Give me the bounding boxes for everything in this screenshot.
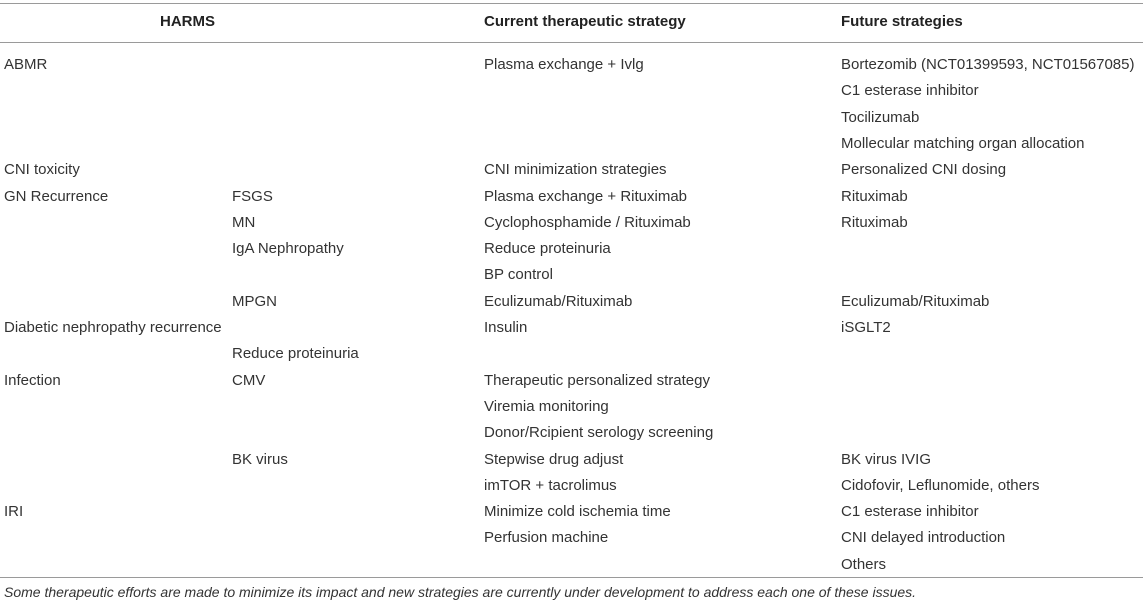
table-cell-c3: Cyclophosphamide / Rituximab: [484, 214, 691, 231]
table-cell-c3: Viremia monitoring: [484, 398, 609, 415]
table-cell-c3: Eculizumab/Rituximab: [484, 293, 633, 310]
table-cell-c4: Bortezomib (NCT01399593, NCT01567085): [841, 56, 1135, 73]
table-cell-c4: C1 esterase inhibitor: [841, 82, 979, 99]
header-harms: HARMS: [160, 13, 215, 30]
table-cell-c3: BP control: [484, 266, 553, 283]
table-cell-c4: C1 esterase inhibitor: [841, 503, 979, 520]
header-current-strategy: Current therapeutic strategy: [484, 13, 686, 30]
table-cell-c3: Reduce proteinuria: [484, 240, 611, 257]
table-cell-c3: Plasma exchange + Ivlg: [484, 56, 644, 73]
table-cell-c3: CNI minimization strategies: [484, 161, 667, 178]
table-cell-c4: Personalized CNI dosing: [841, 161, 1007, 178]
table-cell-c2: IgA Nephropathy: [232, 240, 344, 257]
table-cell-c4: CNI delayed introduction: [841, 529, 1006, 546]
table-cell-c4: Mollecular matching organ allocation: [841, 135, 1085, 152]
table-cell-c4: Eculizumab/Rituximab: [841, 293, 990, 310]
table-cell-c1: GN Recurrence: [4, 188, 109, 205]
table-cell-c4: Tocilizumab: [841, 109, 920, 126]
table-top-rule: [0, 3, 1143, 4]
table-cell-c4: Cidofovir, Leflunomide, others: [841, 477, 1040, 494]
table-cell-c3: Insulin: [484, 319, 528, 336]
table-cell-c3: Therapeutic personalized strategy: [484, 372, 710, 389]
header-rule: [0, 42, 1143, 43]
table-cell-c4: Rituximab: [841, 188, 908, 205]
table-cell-c1: CNI toxicity: [4, 161, 80, 178]
table-cell-c2: CMV: [232, 372, 266, 389]
table-bottom-rule: [0, 577, 1143, 578]
table-cell-c4: Rituximab: [841, 214, 908, 231]
table-cell-c1: ABMR: [4, 56, 48, 73]
table-cell-c4: Others: [841, 556, 887, 573]
table-cell-c3: Plasma exchange + Rituximab: [484, 188, 688, 205]
table-cell-c3: Stepwise drug adjust: [484, 451, 624, 468]
table-cell-c2: Reduce proteinuria: [232, 345, 359, 362]
table-footnote: Some therapeutic efforts are made to minimize its impact and new strategies are currently under development to address each one of these issues.: [4, 584, 917, 600]
table-cell-c3: Perfusion machine: [484, 529, 609, 546]
table-cell-c2: BK virus: [232, 451, 288, 468]
table-cell-c1: Infection: [4, 372, 61, 389]
table-cell-c3: Minimize cold ischemia time: [484, 503, 671, 520]
table-cell-c3: Donor/Rcipient serology screening: [484, 424, 714, 441]
table-cell-c2: FSGS: [232, 188, 273, 205]
table-cell-c1: IRI: [4, 503, 24, 520]
table-cell-c4: BK virus IVIG: [841, 451, 932, 468]
header-future-strategies: Future strategies: [841, 13, 963, 30]
table-cell-c4: iSGLT2: [841, 319, 891, 336]
table-cell-c2: MN: [232, 214, 256, 231]
table-cell-c1: Diabetic nephropathy recurrence: [4, 319, 222, 336]
table-cell-c2: MPGN: [232, 293, 277, 310]
table-cell-c3: imTOR + tacrolimus: [484, 477, 617, 494]
